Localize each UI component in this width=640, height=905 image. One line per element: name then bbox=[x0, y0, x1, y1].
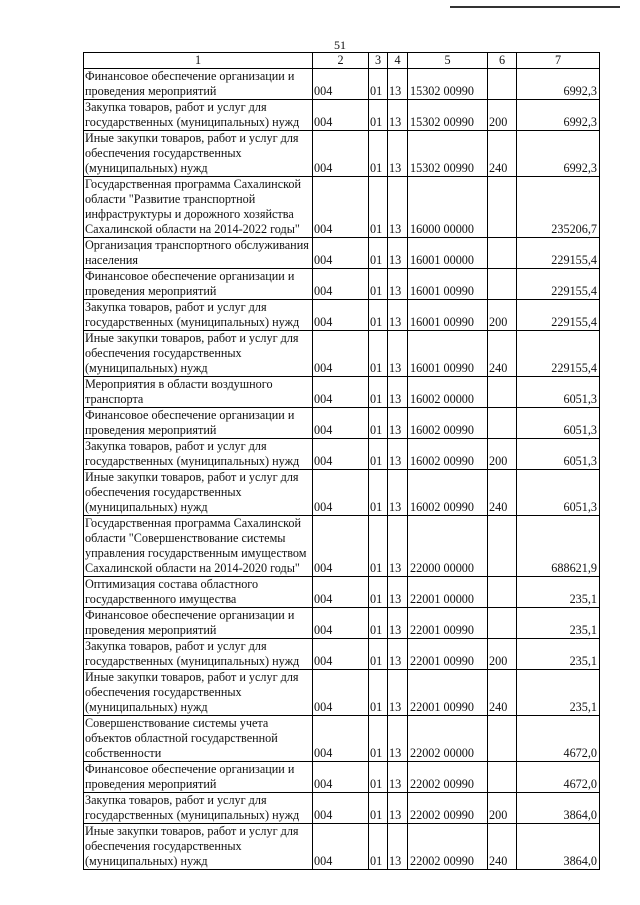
row-section-cell: 01 bbox=[369, 608, 388, 639]
row-section-cell: 01 bbox=[369, 177, 388, 238]
row-code-cell: 004 bbox=[313, 516, 369, 577]
row-amount-cell: 235,1 bbox=[517, 577, 600, 608]
row-code-cell: 004 bbox=[313, 331, 369, 377]
row-type-cell: 200 bbox=[488, 639, 517, 670]
row-subsection-cell: 13 bbox=[388, 331, 408, 377]
row-subsection-cell: 13 bbox=[388, 177, 408, 238]
row-target-cell: 16000 00000 bbox=[408, 177, 488, 238]
row-section-cell: 01 bbox=[369, 439, 388, 470]
row-type-cell bbox=[488, 177, 517, 238]
row-amount-cell: 6051,3 bbox=[517, 470, 600, 516]
row-target-cell: 15302 00990 bbox=[408, 131, 488, 177]
row-section-cell: 01 bbox=[369, 331, 388, 377]
table-row bbox=[84, 824, 600, 870]
row-subsection-cell: 13 bbox=[388, 716, 408, 762]
table-body bbox=[84, 69, 600, 870]
table-row bbox=[84, 177, 600, 238]
row-name-cell: Иные закупки товаров, работ и услуг для обеспечения государственных (муниципальных) нужд bbox=[84, 470, 313, 516]
row-code-cell: 004 bbox=[313, 716, 369, 762]
row-code-cell: 004 bbox=[313, 69, 369, 100]
row-amount-cell: 3864,0 bbox=[517, 793, 600, 824]
row-type-cell: 240 bbox=[488, 824, 517, 870]
row-code-cell: 004 bbox=[313, 131, 369, 177]
row-type-cell bbox=[488, 408, 517, 439]
row-type-cell: 240 bbox=[488, 670, 517, 716]
row-name-cell: Финансовое обеспечение организации и проведения мероприятий bbox=[84, 69, 313, 100]
row-name-cell: Организация транспортного обслуживания населения bbox=[84, 238, 313, 269]
row-name-cell: Финансовое обеспечение организации и проведения мероприятий bbox=[84, 762, 313, 793]
row-section-cell: 01 bbox=[369, 793, 388, 824]
row-section-cell: 01 bbox=[369, 377, 388, 408]
row-target-cell: 22001 00000 bbox=[408, 577, 488, 608]
row-type-cell: 200 bbox=[488, 439, 517, 470]
row-target-cell: 16002 00990 bbox=[408, 408, 488, 439]
row-name-cell: Финансовое обеспечение организации и проведения мероприятий bbox=[84, 408, 313, 439]
row-name-cell: Государственная программа Сахалинской области "Развитие транспортной инфраструктуры и дорожного хозяйства Сахалинской области на 2014-2022 годы" bbox=[84, 177, 313, 238]
table-row bbox=[84, 577, 600, 608]
row-name-cell: Мероприятия в области воздушного транспорта bbox=[84, 377, 313, 408]
row-subsection-cell: 13 bbox=[388, 639, 408, 670]
row-amount-cell: 229155,4 bbox=[517, 331, 600, 377]
row-amount-cell: 235,1 bbox=[517, 639, 600, 670]
row-section-cell: 01 bbox=[369, 516, 388, 577]
row-target-cell: 16001 00990 bbox=[408, 300, 488, 331]
row-code-cell: 004 bbox=[313, 824, 369, 870]
table-row bbox=[84, 762, 600, 793]
table-row bbox=[84, 269, 600, 300]
col-header-3: 3 bbox=[369, 53, 388, 69]
table-row bbox=[84, 439, 600, 470]
row-name-cell: Совершенствование системы учета объектов областной государственной собственности bbox=[84, 716, 313, 762]
row-target-cell: 22002 00990 bbox=[408, 762, 488, 793]
row-target-cell: 22002 00990 bbox=[408, 824, 488, 870]
row-amount-cell: 6992,3 bbox=[517, 69, 600, 100]
row-section-cell: 01 bbox=[369, 238, 388, 269]
row-amount-cell: 229155,4 bbox=[517, 238, 600, 269]
row-subsection-cell: 13 bbox=[388, 439, 408, 470]
row-code-cell: 004 bbox=[313, 639, 369, 670]
row-subsection-cell: 13 bbox=[388, 100, 408, 131]
row-type-cell: 240 bbox=[488, 131, 517, 177]
col-header-5: 5 bbox=[408, 53, 488, 69]
row-subsection-cell: 13 bbox=[388, 516, 408, 577]
row-section-cell: 01 bbox=[369, 716, 388, 762]
row-subsection-cell: 13 bbox=[388, 793, 408, 824]
row-target-cell: 22002 00000 bbox=[408, 716, 488, 762]
row-name-cell: Государственная программа Сахалинской области "Совершенствование системы управления государственным имуществом Сахалинской области на 2014-2020 годы" bbox=[84, 516, 313, 577]
table-row bbox=[84, 639, 600, 670]
budget-table bbox=[83, 52, 600, 870]
row-type-cell bbox=[488, 69, 517, 100]
row-code-cell: 004 bbox=[313, 670, 369, 716]
row-section-cell: 01 bbox=[369, 670, 388, 716]
row-type-cell bbox=[488, 577, 517, 608]
row-section-cell: 01 bbox=[369, 131, 388, 177]
row-subsection-cell: 13 bbox=[388, 608, 408, 639]
col-header-6: 6 bbox=[488, 53, 517, 69]
col-header-1: 1 bbox=[84, 53, 313, 69]
row-name-cell: Иные закупки товаров, работ и услуг для обеспечения государственных (муниципальных) нужд bbox=[84, 670, 313, 716]
table-row bbox=[84, 300, 600, 331]
row-section-cell: 01 bbox=[369, 639, 388, 670]
row-section-cell: 01 bbox=[369, 300, 388, 331]
row-amount-cell: 4672,0 bbox=[517, 762, 600, 793]
table-row bbox=[84, 470, 600, 516]
row-section-cell: 01 bbox=[369, 762, 388, 793]
row-subsection-cell: 13 bbox=[388, 69, 408, 100]
row-amount-cell: 6992,3 bbox=[517, 131, 600, 177]
col-header-2: 2 bbox=[313, 53, 369, 69]
row-name-cell: Финансовое обеспечение организации и проведения мероприятий bbox=[84, 608, 313, 639]
row-target-cell: 22001 00990 bbox=[408, 670, 488, 716]
row-name-cell: Закупка товаров, работ и услуг для государственных (муниципальных) нужд bbox=[84, 300, 313, 331]
row-target-cell: 22000 00000 bbox=[408, 516, 488, 577]
table-row bbox=[84, 408, 600, 439]
row-amount-cell: 235,1 bbox=[517, 608, 600, 639]
row-code-cell: 004 bbox=[313, 300, 369, 331]
row-subsection-cell: 13 bbox=[388, 470, 408, 516]
row-name-cell: Иные закупки товаров, работ и услуг для обеспечения государственных (муниципальных) нужд bbox=[84, 331, 313, 377]
table-row bbox=[84, 716, 600, 762]
row-section-cell: 01 bbox=[369, 69, 388, 100]
row-code-cell: 004 bbox=[313, 439, 369, 470]
row-amount-cell: 229155,4 bbox=[517, 300, 600, 331]
row-subsection-cell: 13 bbox=[388, 377, 408, 408]
table-row bbox=[84, 100, 600, 131]
row-type-cell: 200 bbox=[488, 793, 517, 824]
table-row bbox=[84, 608, 600, 639]
row-target-cell: 16002 00990 bbox=[408, 470, 488, 516]
row-subsection-cell: 13 bbox=[388, 269, 408, 300]
row-amount-cell: 6051,3 bbox=[517, 439, 600, 470]
row-code-cell: 004 bbox=[313, 269, 369, 300]
row-target-cell: 16001 00990 bbox=[408, 331, 488, 377]
table-row bbox=[84, 331, 600, 377]
row-target-cell: 15302 00990 bbox=[408, 69, 488, 100]
row-subsection-cell: 13 bbox=[388, 238, 408, 269]
row-type-cell bbox=[488, 269, 517, 300]
row-name-cell: Закупка товаров, работ и услуг для государственных (муниципальных) нужд bbox=[84, 100, 313, 131]
row-target-cell: 22001 00990 bbox=[408, 639, 488, 670]
row-subsection-cell: 13 bbox=[388, 577, 408, 608]
row-type-cell: 240 bbox=[488, 331, 517, 377]
row-target-cell: 16002 00000 bbox=[408, 377, 488, 408]
row-code-cell: 004 bbox=[313, 177, 369, 238]
row-type-cell bbox=[488, 716, 517, 762]
row-code-cell: 004 bbox=[313, 377, 369, 408]
row-amount-cell: 235206,7 bbox=[517, 177, 600, 238]
row-section-cell: 01 bbox=[369, 100, 388, 131]
row-code-cell: 004 bbox=[313, 577, 369, 608]
row-name-cell: Иные закупки товаров, работ и услуг для обеспечения государственных (муниципальных) нужд bbox=[84, 131, 313, 177]
table-row bbox=[84, 131, 600, 177]
table-row bbox=[84, 516, 600, 577]
row-target-cell: 22001 00990 bbox=[408, 608, 488, 639]
scan-edge-mark bbox=[450, 6, 620, 8]
row-amount-cell: 229155,4 bbox=[517, 269, 600, 300]
row-section-cell: 01 bbox=[369, 269, 388, 300]
row-amount-cell: 235,1 bbox=[517, 670, 600, 716]
table-row bbox=[84, 377, 600, 408]
row-type-cell bbox=[488, 516, 517, 577]
row-code-cell: 004 bbox=[313, 470, 369, 516]
row-type-cell: 200 bbox=[488, 100, 517, 131]
row-target-cell: 15302 00990 bbox=[408, 100, 488, 131]
row-target-cell: 16001 00990 bbox=[408, 269, 488, 300]
row-name-cell: Закупка товаров, работ и услуг для государственных (муниципальных) нужд bbox=[84, 439, 313, 470]
row-name-cell: Закупка товаров, работ и услуг для государственных (муниципальных) нужд bbox=[84, 793, 313, 824]
row-section-cell: 01 bbox=[369, 824, 388, 870]
row-code-cell: 004 bbox=[313, 608, 369, 639]
row-type-cell bbox=[488, 762, 517, 793]
row-subsection-cell: 13 bbox=[388, 300, 408, 331]
row-subsection-cell: 13 bbox=[388, 670, 408, 716]
table-row bbox=[84, 238, 600, 269]
row-amount-cell: 688621,9 bbox=[517, 516, 600, 577]
row-code-cell: 004 bbox=[313, 408, 369, 439]
row-subsection-cell: 13 bbox=[388, 408, 408, 439]
row-name-cell: Закупка товаров, работ и услуг для государственных (муниципальных) нужд bbox=[84, 639, 313, 670]
row-section-cell: 01 bbox=[369, 577, 388, 608]
row-subsection-cell: 13 bbox=[388, 824, 408, 870]
col-header-7: 7 bbox=[517, 53, 600, 69]
row-code-cell: 004 bbox=[313, 762, 369, 793]
row-amount-cell: 6992,3 bbox=[517, 100, 600, 131]
row-amount-cell: 6051,3 bbox=[517, 377, 600, 408]
row-name-cell: Финансовое обеспечение организации и проведения мероприятий bbox=[84, 269, 313, 300]
row-name-cell: Оптимизация состава областного государственного имущества bbox=[84, 577, 313, 608]
row-type-cell bbox=[488, 238, 517, 269]
row-section-cell: 01 bbox=[369, 470, 388, 516]
row-target-cell: 16001 00000 bbox=[408, 238, 488, 269]
row-amount-cell: 4672,0 bbox=[517, 716, 600, 762]
row-type-cell bbox=[488, 608, 517, 639]
header-row bbox=[84, 53, 600, 69]
table-row bbox=[84, 793, 600, 824]
row-amount-cell: 6051,3 bbox=[517, 408, 600, 439]
row-code-cell: 004 bbox=[313, 100, 369, 131]
row-subsection-cell: 13 bbox=[388, 762, 408, 793]
row-section-cell: 01 bbox=[369, 408, 388, 439]
row-amount-cell: 3864,0 bbox=[517, 824, 600, 870]
row-code-cell: 004 bbox=[313, 238, 369, 269]
row-type-cell: 240 bbox=[488, 470, 517, 516]
row-target-cell: 22002 00990 bbox=[408, 793, 488, 824]
row-type-cell: 200 bbox=[488, 300, 517, 331]
table-row bbox=[84, 69, 600, 100]
row-target-cell: 16002 00990 bbox=[408, 439, 488, 470]
row-name-cell: Иные закупки товаров, работ и услуг для обеспечения государственных (муниципальных) нужд bbox=[84, 824, 313, 870]
row-subsection-cell: 13 bbox=[388, 131, 408, 177]
table-row bbox=[84, 670, 600, 716]
page-number: 51 bbox=[334, 38, 346, 52]
row-type-cell bbox=[488, 377, 517, 408]
row-code-cell: 004 bbox=[313, 793, 369, 824]
col-header-4: 4 bbox=[388, 53, 408, 69]
